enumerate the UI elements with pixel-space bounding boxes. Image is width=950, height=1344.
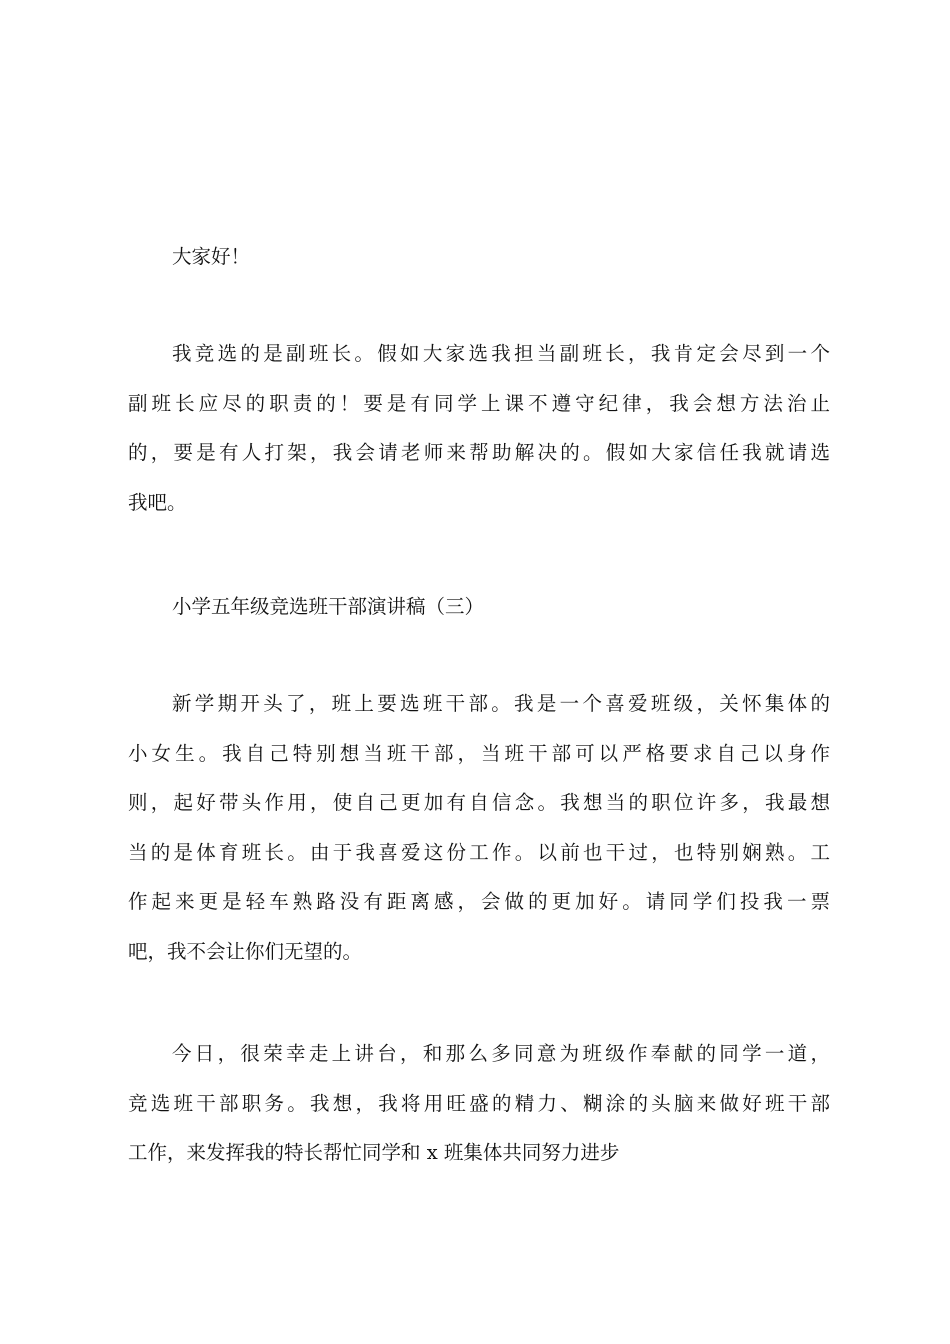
- paragraph-3-line-2: 竞选班干部职务。我想，我将用旺盛的精力、糊涂的头脑来做好班干部: [128, 1091, 830, 1115]
- paragraph-3-line-3: 工作，来发挥我的特长帮忙同学和 x 班集体共同努力进步: [128, 1141, 620, 1164]
- speech-paragraph-2: [128, 679, 830, 976]
- paragraph-1-line-3: 的，要是有人打架，我会请老师来帮助解决的。假如大家信任我就请选: [128, 441, 830, 464]
- paragraph-2-line-2: 小女生。我自己特别想当班干部，当班干部可以严格要求自己以身作: [128, 741, 830, 765]
- paragraph-2-line-4: 当的是体育班长。由于我喜爱这份工作。以前也干过，也特别娴熟。工: [128, 840, 830, 864]
- greeting-paragraph: [128, 232, 830, 282]
- speech-title-line: 小学五年级竞选班干部演讲稿（三）: [172, 595, 485, 618]
- speech-paragraph-3: [128, 1029, 830, 1178]
- speech-paragraph-1: [128, 329, 830, 527]
- paragraph-3-line-1: 今日，很荣幸走上讲台，和那么多同意为班级作奉献的同学一道，: [172, 1042, 830, 1065]
- paragraph-2-line-5: 作起来更是轻车熟路没有距离感，会做的更加好。请同学们投我一票: [128, 890, 830, 913]
- paragraph-1-line-1: 我竞选的是副班长。假如大家选我担当副班长，我肯定会尽到一个: [172, 342, 830, 365]
- paragraph-2-line-3: 则，起好带头作用，使自己更加有自信念。我想当的职位许多，我最想: [128, 791, 830, 814]
- paragraph-2-line-6: 吧，我不会让你们无望的。: [128, 939, 363, 963]
- greeting-line: 大家好！: [172, 245, 251, 268]
- paragraph-1-line-4: 我吧。: [128, 490, 187, 514]
- paragraph-1-line-2: 副班长应尽的职责的！要是有同学上课不遵守纪律，我会想方法治止: [128, 391, 830, 415]
- speech-title: [128, 582, 830, 632]
- paragraph-2-line-1: 新学期开头了，班上要选班干部。我是一个喜爱班级，关怀集体的: [172, 692, 830, 715]
